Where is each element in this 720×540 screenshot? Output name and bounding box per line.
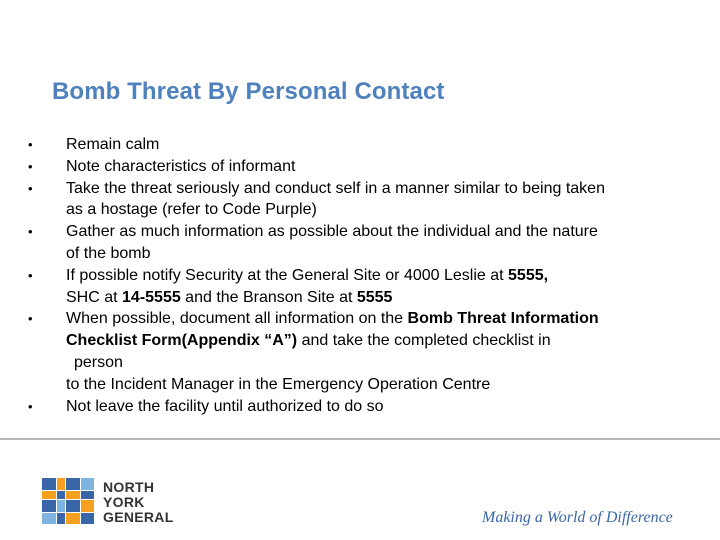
bullet-text: to the Incident Manager in the Emergency Operation Centre	[66, 375, 491, 393]
bullet-icon: •	[28, 158, 33, 174]
bullet-icon: •	[28, 398, 33, 414]
list-item	[28, 308, 688, 395]
bullet-text: Remain calm	[66, 136, 160, 153]
bullet-icon: •	[28, 311, 33, 327]
bullet-text-line	[66, 265, 688, 287]
bullet-icon: •	[28, 267, 33, 283]
bullet-text: Note characteristics of informant	[66, 157, 296, 175]
form-name: Bomb Threat Information	[407, 310, 599, 328]
bullet-list	[28, 134, 688, 417]
list-item	[28, 134, 688, 156]
bullet-text: as a hostage (refer to Code Purple)	[66, 201, 317, 219]
bullet-text-line	[66, 308, 688, 330]
phone-extension: 5555	[356, 288, 393, 306]
footer-tagline: Making a World of Difference	[482, 509, 673, 526]
list-item	[28, 156, 688, 178]
list-item	[28, 221, 688, 265]
logo-line: NORTH	[103, 479, 155, 495]
bullet-text: Take the threat seriously and conduct self in a manner similar to being taken	[66, 179, 605, 197]
bullet-icon: •	[28, 180, 33, 196]
logo-line: GENERAL	[103, 509, 174, 525]
bullet-text-line	[66, 287, 688, 309]
slide-title: Bomb Threat By Personal Contact	[52, 78, 445, 105]
phone-extension: 14-5555	[122, 288, 181, 306]
list-item	[28, 265, 688, 309]
list-item	[28, 396, 688, 418]
bullet-text-line	[66, 330, 688, 352]
bullet-text: person	[74, 353, 123, 371]
list-item	[28, 178, 688, 222]
phone-extension: 5555,	[508, 266, 549, 284]
north-york-general-logo-icon	[42, 478, 94, 524]
text-run: and the Branson Site at	[180, 288, 357, 306]
text-run: and take the completed checklist in	[297, 332, 551, 350]
text-run: When possible, document all information on the	[66, 310, 408, 328]
form-name: Checklist Form(Appendix “A”)	[66, 332, 298, 350]
bullet-icon: •	[28, 137, 33, 152]
bullet-text: of the bomb	[66, 244, 151, 262]
text-run: SHC at	[66, 288, 123, 306]
bullet-text: Not leave the facility until authorized to do so	[66, 397, 384, 415]
footer-divider	[0, 438, 720, 440]
bullet-icon: •	[28, 224, 33, 240]
logo-wordmark	[103, 480, 174, 525]
bullet-text: Gather as much information as possible about the individual and the nature	[66, 223, 598, 241]
logo-line: YORK	[103, 494, 145, 510]
text-run: If possible notify Security at the General Site or 4000 Leslie at	[66, 266, 509, 284]
